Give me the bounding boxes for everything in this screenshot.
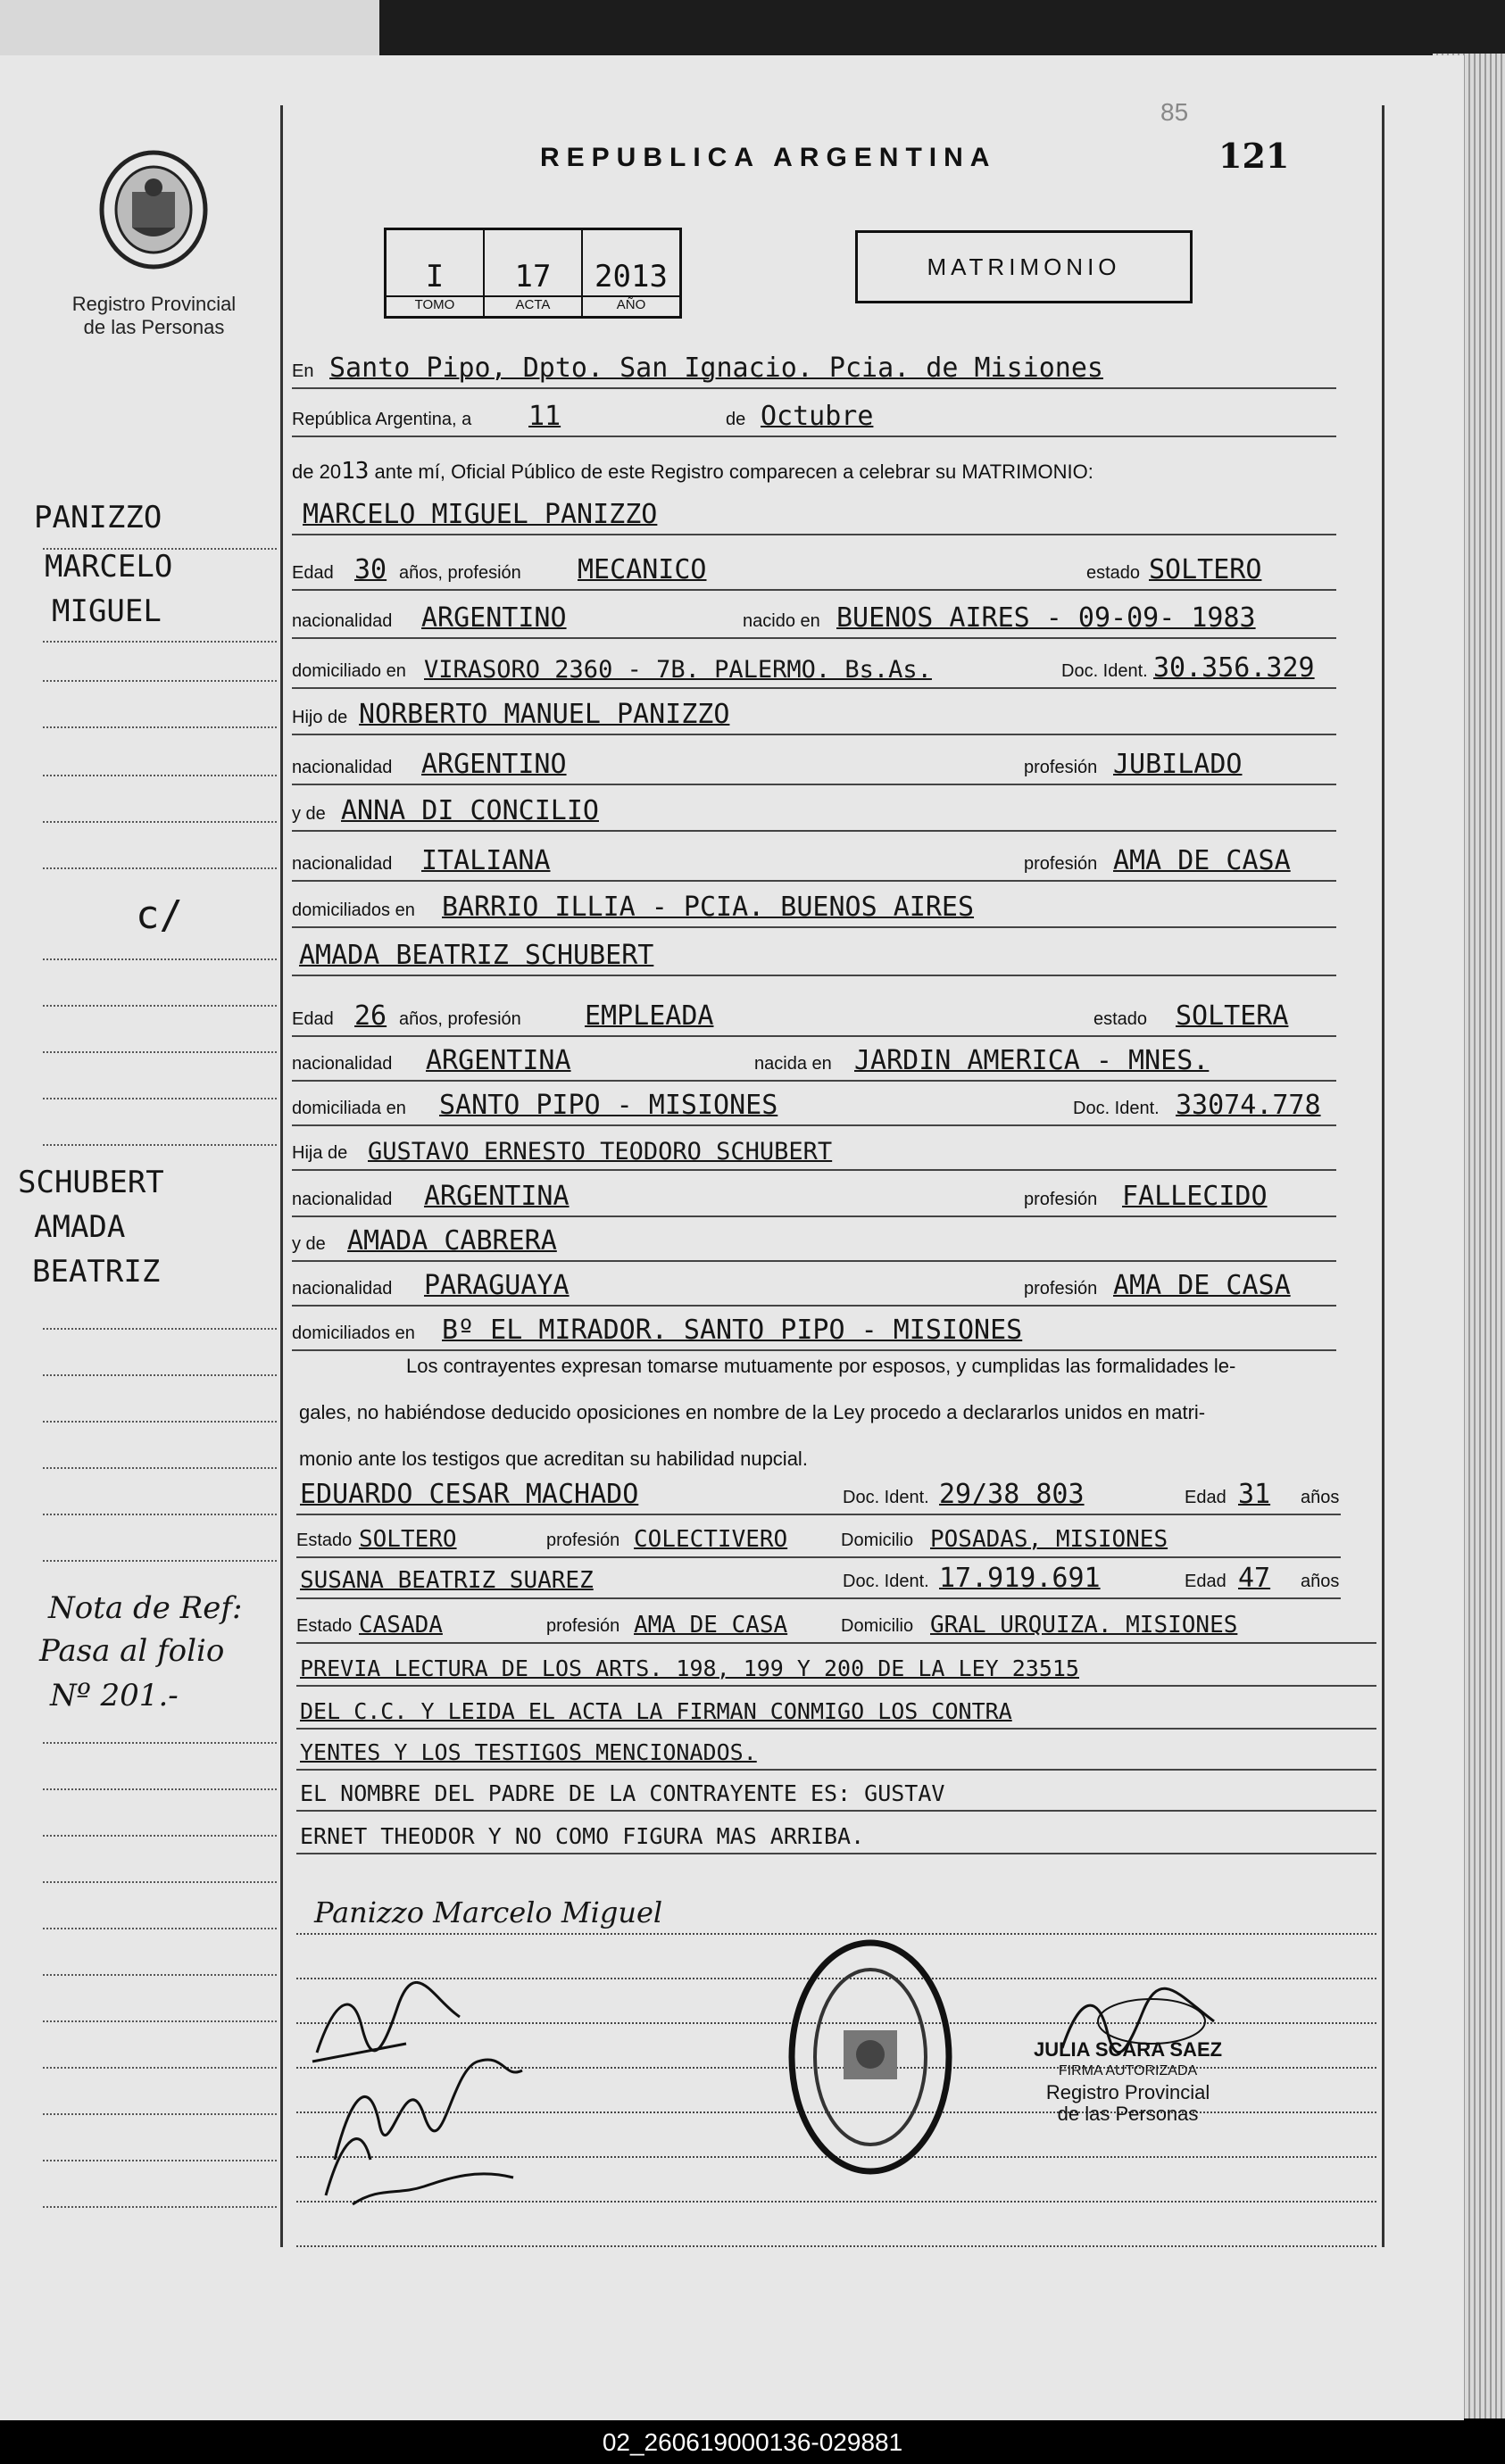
margin-con-mark: c/ xyxy=(136,892,183,938)
tomo-label: TOMO xyxy=(387,295,483,312)
bride-father-nationality: ARGENTINA xyxy=(424,1181,570,1212)
acta-box xyxy=(485,230,583,316)
note-line-4: EL NOMBRE DEL PADRE DE LA CONTRAYENTE ES: GUSTAV xyxy=(300,1780,945,1806)
margin-rule xyxy=(43,1740,277,1744)
profesion-label: profesión xyxy=(1024,854,1098,874)
folio-number: 121 xyxy=(1218,136,1290,176)
domiciliados-label: domiciliados en xyxy=(292,1323,415,1343)
witness-1-profession: COLECTIVERO xyxy=(634,1526,788,1553)
doc-label: Doc. Ident. xyxy=(843,1488,929,1507)
groom-name: MARCELO MIGUEL PANIZZO xyxy=(303,499,658,530)
de-label: de xyxy=(726,410,746,429)
y-de-label: y de xyxy=(292,1234,326,1254)
note-row-2 xyxy=(296,1685,1376,1730)
witness-1-address: POSADAS, MISIONES xyxy=(930,1526,1168,1553)
republic-label: República Argentina, a xyxy=(292,410,472,429)
groom-birthplace: BUENOS AIRES - 09-09- 1983 xyxy=(836,602,1256,634)
margin-groom-name-2: MIGUEL xyxy=(52,593,162,629)
nacido-label: nacido en xyxy=(743,611,820,631)
groom-address-row xyxy=(292,644,1336,689)
margin-bride-name-1: AMADA xyxy=(34,1209,126,1245)
domiciliados-label: domiciliados en xyxy=(292,900,415,920)
bride-age: 26 xyxy=(354,1000,387,1032)
profesion-label: profesión xyxy=(546,1616,620,1636)
margin-rule xyxy=(43,725,277,728)
margin-rule xyxy=(43,1787,277,1790)
margin-rule xyxy=(43,2111,277,2115)
bride-name-row xyxy=(292,932,1336,976)
witness-1-row xyxy=(296,1471,1341,1515)
hijo-label: Hijo de xyxy=(292,708,348,727)
margin-rule xyxy=(43,1003,277,1007)
bride-nationality-row xyxy=(292,1037,1336,1082)
official-title: FIRMA AUTORIZADA xyxy=(1058,2063,1198,2078)
folio-mark: 85 xyxy=(1160,98,1189,126)
bride-parents-address: Bº EL MIRADOR. SANTO PIPO - MISIONES xyxy=(442,1315,1023,1346)
anos-label: años xyxy=(1301,1488,1340,1507)
declaration-line-2: gales, no habiéndose deducido oposiciones en nombre de la Ley procedo a declararlos unidos en matri- xyxy=(299,1401,1206,1423)
margin-rule xyxy=(43,1142,277,1146)
scan-background xyxy=(0,0,379,62)
month-value: Octubre xyxy=(761,401,874,432)
scan-background-dark xyxy=(379,0,1505,59)
bride-birthplace: JARDIN AMERICA - MNES. xyxy=(854,1045,1210,1076)
y-de-label: y de xyxy=(292,804,326,824)
margin-bride-name-2: BEATRIZ xyxy=(32,1254,161,1290)
edad-label: Edad xyxy=(292,563,334,583)
bride-nationality: ARGENTINA xyxy=(426,1045,571,1076)
witness-1-details-row xyxy=(296,1514,1341,1558)
year-suffix: 13 xyxy=(341,458,370,485)
margin-rule xyxy=(43,1512,277,1515)
margin-note-2: Pasa al folio xyxy=(39,1633,225,1669)
domicilio-label: domiciliado en xyxy=(292,661,406,681)
witness-2-details-row xyxy=(296,1599,1376,1644)
bride-address: SANTO PIPO - MISIONES xyxy=(439,1090,778,1121)
groom-parents-address: BARRIO ILLIA - PCIA. BUENOS AIRES xyxy=(442,892,975,923)
margin-rule xyxy=(43,1972,277,1976)
note-line-2: DEL C.C. Y LEIDA EL ACTA LA FIRMAN CONMIGO LOS CONTRA xyxy=(300,1698,1012,1724)
doc-label: Doc. Ident. xyxy=(1073,1099,1160,1118)
groom-mother-profession: AMA DE CASA xyxy=(1113,845,1291,876)
witness-1-status: SOLTERO xyxy=(359,1526,457,1553)
act-reference-boxes xyxy=(384,228,682,319)
groom-address: VIRASORO 2360 - 7B. PALERMO. Bs.As. xyxy=(424,656,932,684)
bride-status: SOLTERA xyxy=(1176,1000,1289,1032)
registry-name xyxy=(49,293,259,339)
note-line-5: ERNET THEODOR Y NO COMO FIGURA MAS ARRIBA. xyxy=(300,1823,865,1849)
margin-rule xyxy=(43,1833,277,1837)
nacionalidad-label: nacionalidad xyxy=(292,1279,393,1298)
note-line-3: YENTES Y LOS TESTIGOS MENCIONADOS. xyxy=(300,1739,757,1765)
groom-parents-address-row xyxy=(292,884,1336,928)
intro-text: ante mí, Oficial Público de este Registro comparecen a celebrar su MATRIMONIO: xyxy=(374,460,1093,483)
margin-rule xyxy=(43,1326,277,1330)
margin-rule xyxy=(43,1373,277,1376)
bride-doc: 33074.778 xyxy=(1176,1090,1321,1121)
groom-profession: MECANICO xyxy=(578,554,707,585)
nacionalidad-label: nacionalidad xyxy=(292,1054,393,1074)
official-stamp-icon xyxy=(786,1937,955,2178)
place-row xyxy=(292,344,1336,389)
margin-bride-surname: SCHUBERT xyxy=(18,1165,164,1200)
acta-label: ACTA xyxy=(485,295,581,312)
country-title: REPUBLICA ARGENTINA xyxy=(540,143,997,172)
margin-rule xyxy=(43,2158,277,2161)
registry-line-1: Registro Provincial xyxy=(71,293,237,315)
margin-groom-surname: PANIZZO xyxy=(34,500,162,535)
edad-label: Edad xyxy=(292,1009,334,1029)
nacionalidad-label: nacionalidad xyxy=(292,854,393,874)
estado-label: estado xyxy=(1086,563,1141,583)
bride-father-row xyxy=(292,1126,1336,1171)
profesion-label: profesión xyxy=(1024,758,1098,777)
year-prefix: de 20 xyxy=(292,460,342,483)
estado-label: estado xyxy=(1093,1009,1148,1029)
en-label: En xyxy=(292,361,314,381)
bride-profession: EMPLEADA xyxy=(585,1000,714,1032)
intro-line xyxy=(292,448,1345,494)
bride-address-row xyxy=(292,1082,1336,1126)
official-org-1: Registro Provincial xyxy=(1045,2081,1210,2103)
bride-father-nat-row xyxy=(292,1173,1336,1217)
margin-rule xyxy=(43,2019,277,2022)
tomo-box xyxy=(387,230,485,316)
groom-father-profession: JUBILADO xyxy=(1113,749,1243,780)
tomo-value: I xyxy=(425,259,445,295)
bride-mother-profession: AMA DE CASA xyxy=(1113,1270,1291,1301)
witness-2-doc: 17.919.691 xyxy=(939,1563,1101,1594)
margin-rule xyxy=(43,1096,277,1099)
bride-mother-nat-row xyxy=(292,1262,1336,1307)
witness-2-status: CASADA xyxy=(359,1612,443,1639)
note-line-1: PREVIA LECTURA DE LOS ARTS. 198, 199 Y 200 DE LA LEY 23515 xyxy=(300,1655,1079,1681)
bride-age-row xyxy=(292,992,1336,1037)
nacionalidad-label: nacionalidad xyxy=(292,1190,393,1209)
bride-father-profession: FALLECIDO xyxy=(1122,1181,1268,1212)
margin-rule xyxy=(43,639,277,643)
nacionalidad-label: nacionalidad xyxy=(292,611,393,631)
note-row-5 xyxy=(296,1810,1376,1854)
scan-id-footer: 02_260619000136-029881 xyxy=(0,2420,1505,2464)
note-row-1 xyxy=(296,1642,1376,1687)
act-type-box: MATRIMONIO xyxy=(855,230,1193,303)
witness-2-profession: AMA DE CASA xyxy=(634,1612,788,1639)
doc-label: Doc. Ident. xyxy=(1061,661,1148,681)
bride-mother-row xyxy=(292,1217,1336,1262)
nacida-label: nacida en xyxy=(754,1054,832,1074)
anos-label: años xyxy=(1301,1572,1340,1591)
anio-label: AÑO xyxy=(583,295,679,312)
right-border xyxy=(1382,105,1384,2247)
margin-rule xyxy=(43,1419,277,1423)
estado-label: Estado xyxy=(296,1531,353,1550)
official-block xyxy=(1034,2039,1222,2125)
groom-father-nationality: ARGENTINO xyxy=(421,749,567,780)
witness-1-age: 31 xyxy=(1238,1479,1271,1510)
groom-nationality: ARGENTINO xyxy=(421,602,567,634)
nacionalidad-label: nacionalidad xyxy=(292,758,393,777)
profesion-label: profesión xyxy=(546,1531,620,1550)
margin-rule xyxy=(43,1049,277,1053)
groom-father-nat-row xyxy=(292,741,1336,785)
profesion-label: años, profesión xyxy=(399,563,521,583)
groom-father: NORBERTO MANUEL PANIZZO xyxy=(359,699,730,730)
declaration-line-1: Los contrayentes expresan tomarse mutuamente por esposos, y cumplidas las formalidades le- xyxy=(406,1355,1236,1377)
doc-label: Doc. Ident. xyxy=(843,1572,929,1591)
margin-rule xyxy=(43,819,277,823)
declaration-line-3: monio ante los testigos que acreditan su habilidad nupcial. xyxy=(299,1448,808,1470)
groom-age: 30 xyxy=(354,554,387,585)
margin-rule xyxy=(43,678,277,682)
domiciliada-label: domiciliada en xyxy=(292,1099,406,1118)
groom-mother: ANNA DI CONCILIO xyxy=(341,795,599,826)
day-value: 11 xyxy=(528,401,561,432)
margin-rule xyxy=(43,957,277,960)
margin-groom-name-1: MARCELO xyxy=(45,549,173,585)
anio-value: 2013 xyxy=(595,259,668,295)
edad-label: Edad xyxy=(1185,1488,1226,1507)
margin-rule xyxy=(43,866,277,869)
margin-divider xyxy=(280,105,283,2247)
date-row xyxy=(292,393,1336,437)
profesion-label: años, profesión xyxy=(399,1009,521,1029)
margin-rule xyxy=(43,2204,277,2208)
witness-1-name: EDUARDO CESAR MACHADO xyxy=(300,1479,639,1510)
margin-rule xyxy=(43,1879,277,1883)
domicilio-label: Domicilio xyxy=(841,1531,914,1550)
witness-2-row xyxy=(296,1555,1341,1599)
estado-label: Estado xyxy=(296,1616,353,1636)
margin-rule xyxy=(43,1926,277,1929)
margin-rule xyxy=(43,2065,277,2069)
hija-label: Hija de xyxy=(292,1143,348,1163)
note-row-3 xyxy=(296,1726,1376,1771)
bride-mother: AMADA CABRERA xyxy=(347,1225,557,1257)
witness-2-address: GRAL URQUIZA. MISIONES xyxy=(930,1612,1238,1639)
margin-rule xyxy=(43,773,277,776)
groom-father-row xyxy=(292,691,1336,735)
registry-line-2: de las Personas xyxy=(83,316,225,338)
groom-doc: 30.356.329 xyxy=(1153,652,1315,684)
groom-nationality-row xyxy=(292,594,1336,639)
note-row-4 xyxy=(296,1767,1376,1812)
bride-name: AMADA BEATRIZ SCHUBERT xyxy=(299,940,654,971)
groom-mother-nat-row xyxy=(292,837,1336,882)
official-name: JULIA SCARA SAEZ xyxy=(1034,2038,1223,2061)
profesion-label: profesión xyxy=(1024,1279,1098,1298)
profesion-label: profesión xyxy=(1024,1190,1098,1209)
signatures-icon xyxy=(299,1981,531,2222)
witness-2-age: 47 xyxy=(1238,1563,1271,1594)
note-row-6 xyxy=(296,1890,1376,1935)
witness-2-name: SUSANA BEATRIZ SUAREZ xyxy=(300,1567,594,1594)
groom-name-row xyxy=(292,491,1336,535)
margin-rule xyxy=(43,546,277,550)
witness-1-doc: 29/38 803 xyxy=(939,1479,1085,1510)
groom-mother-row xyxy=(292,787,1336,832)
margin-note-3: Nº 201.- xyxy=(50,1678,179,1713)
margin-rule xyxy=(43,1558,277,1562)
provincial-seal-icon xyxy=(96,147,211,272)
acta-value: 17 xyxy=(514,259,552,295)
bride-father: GUSTAVO ERNESTO TEODORO SCHUBERT xyxy=(368,1138,833,1166)
groom-mother-nationality: ITALIANA xyxy=(421,845,551,876)
groom-age-row xyxy=(292,546,1336,591)
official-org-2: de las Personas xyxy=(1057,2103,1199,2125)
margin-rule xyxy=(43,1465,277,1469)
bride-mother-nationality: PARAGUAYA xyxy=(424,1270,570,1301)
anio-box xyxy=(583,230,679,316)
place-value: Santo Pipo, Dpto. San Ignacio. Pcia. de Misiones xyxy=(329,353,1103,384)
groom-handwritten-name: Panizzo Marcelo Miguel xyxy=(314,1896,663,1929)
edad-label: Edad xyxy=(1185,1572,1226,1591)
domicilio-label: Domicilio xyxy=(841,1616,914,1636)
margin-note-1: Nota de Ref: xyxy=(48,1590,243,1626)
groom-status: SOLTERO xyxy=(1149,554,1262,585)
